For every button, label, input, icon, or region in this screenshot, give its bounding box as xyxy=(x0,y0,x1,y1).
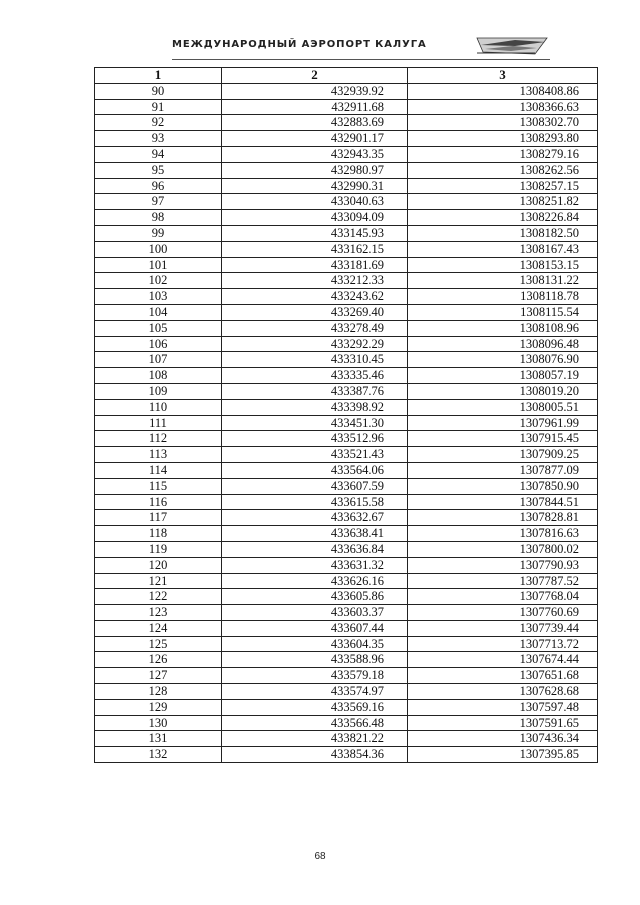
coordinate-x-cell: 433569.16 xyxy=(222,699,408,715)
table-row xyxy=(95,352,598,368)
table-row xyxy=(95,99,598,115)
coordinate-y-cell: 1307961.99 xyxy=(408,415,598,431)
table-row xyxy=(95,320,598,336)
coordinate-y-cell: 1308076.90 xyxy=(408,352,598,368)
point-number-cell: 90 xyxy=(95,83,222,99)
coordinate-x-cell: 433626.16 xyxy=(222,573,408,589)
point-number-cell: 125 xyxy=(95,636,222,652)
table-row xyxy=(95,747,598,763)
point-number-cell: 102 xyxy=(95,273,222,289)
coordinate-x-cell: 433387.76 xyxy=(222,383,408,399)
coordinate-x-cell: 432943.35 xyxy=(222,146,408,162)
coordinate-y-cell: 1307674.44 xyxy=(408,652,598,668)
coordinate-y-cell: 1308262.56 xyxy=(408,162,598,178)
table-row xyxy=(95,83,598,99)
coordinate-y-cell: 1307713.72 xyxy=(408,636,598,652)
coordinate-x-cell: 432901.17 xyxy=(222,131,408,147)
coordinate-x-cell: 433335.46 xyxy=(222,368,408,384)
table-row xyxy=(95,731,598,747)
coordinate-y-cell: 1307790.93 xyxy=(408,557,598,573)
coordinate-y-cell: 1308226.84 xyxy=(408,210,598,226)
coordinate-x-cell: 433398.92 xyxy=(222,399,408,415)
point-number-cell: 93 xyxy=(95,131,222,147)
point-number-cell: 112 xyxy=(95,431,222,447)
coordinate-y-cell: 1308302.70 xyxy=(408,115,598,131)
coordinate-y-cell: 1307395.85 xyxy=(408,747,598,763)
coordinate-x-cell: 433243.62 xyxy=(222,289,408,305)
coordinate-y-cell: 1307828.81 xyxy=(408,510,598,526)
coordinate-y-cell: 1307850.90 xyxy=(408,478,598,494)
column-header-2: 2 xyxy=(222,68,408,84)
table-header-row xyxy=(95,68,598,84)
coordinate-y-cell: 1308257.15 xyxy=(408,178,598,194)
point-number-cell: 118 xyxy=(95,526,222,542)
table-row xyxy=(95,510,598,526)
table-row xyxy=(95,225,598,241)
table-row xyxy=(95,478,598,494)
coordinate-x-cell: 433605.86 xyxy=(222,589,408,605)
coordinate-x-cell: 433638.41 xyxy=(222,526,408,542)
table-row xyxy=(95,257,598,273)
column-header-1: 1 xyxy=(95,68,222,84)
point-number-cell: 105 xyxy=(95,320,222,336)
coordinate-y-cell: 1307909.25 xyxy=(408,447,598,463)
point-number-cell: 124 xyxy=(95,620,222,636)
coordinate-y-cell: 1307915.45 xyxy=(408,431,598,447)
table-row xyxy=(95,431,598,447)
point-number-cell: 120 xyxy=(95,557,222,573)
point-number-cell: 131 xyxy=(95,731,222,747)
table-row xyxy=(95,526,598,542)
table-row xyxy=(95,383,598,399)
point-number-cell: 130 xyxy=(95,715,222,731)
point-number-cell: 128 xyxy=(95,684,222,700)
coordinate-x-cell: 433269.40 xyxy=(222,304,408,320)
table-row xyxy=(95,589,598,605)
point-number-cell: 117 xyxy=(95,510,222,526)
coordinate-y-cell: 1307844.51 xyxy=(408,494,598,510)
coordinate-y-cell: 1308167.43 xyxy=(408,241,598,257)
coordinate-y-cell: 1307760.69 xyxy=(408,605,598,621)
table-row xyxy=(95,399,598,415)
coordinate-y-cell: 1308005.51 xyxy=(408,399,598,415)
table-row xyxy=(95,304,598,320)
point-number-cell: 121 xyxy=(95,573,222,589)
table-row xyxy=(95,368,598,384)
point-number-cell: 101 xyxy=(95,257,222,273)
coordinate-x-cell: 433603.37 xyxy=(222,605,408,621)
header-title: МЕЖДУНАРОДНЫЙ АЭРОПОРТ КАЛУГА xyxy=(172,39,427,50)
coordinate-x-cell: 432990.31 xyxy=(222,178,408,194)
table-row xyxy=(95,146,598,162)
header-rule xyxy=(172,59,550,60)
kaluga-airport-logo-icon xyxy=(475,36,549,56)
coordinate-y-cell: 1308293.80 xyxy=(408,131,598,147)
coordinate-y-cell: 1307800.02 xyxy=(408,541,598,557)
coordinate-y-cell: 1308182.50 xyxy=(408,225,598,241)
point-number-cell: 127 xyxy=(95,668,222,684)
page-header xyxy=(172,36,552,58)
table-row xyxy=(95,541,598,557)
coordinate-x-cell: 433607.44 xyxy=(222,620,408,636)
table-row xyxy=(95,668,598,684)
page-number: 68 xyxy=(314,851,326,862)
coordinate-x-cell: 433636.84 xyxy=(222,541,408,557)
coordinate-x-cell: 433615.58 xyxy=(222,494,408,510)
coordinate-x-cell: 432883.69 xyxy=(222,115,408,131)
coordinate-y-cell: 1308366.63 xyxy=(408,99,598,115)
point-number-cell: 115 xyxy=(95,478,222,494)
coordinate-y-cell: 1307787.52 xyxy=(408,573,598,589)
coordinate-x-cell: 433854.36 xyxy=(222,747,408,763)
column-header-3: 3 xyxy=(408,68,598,84)
point-number-cell: 132 xyxy=(95,747,222,763)
table-row xyxy=(95,194,598,210)
coordinate-x-cell: 433521.43 xyxy=(222,447,408,463)
coordinate-x-cell: 433310.45 xyxy=(222,352,408,368)
point-number-cell: 113 xyxy=(95,447,222,463)
point-number-cell: 104 xyxy=(95,304,222,320)
coordinate-x-cell: 433145.93 xyxy=(222,225,408,241)
point-number-cell: 129 xyxy=(95,699,222,715)
coordinate-x-cell: 433579.18 xyxy=(222,668,408,684)
point-number-cell: 92 xyxy=(95,115,222,131)
coordinate-x-cell: 433607.59 xyxy=(222,478,408,494)
coordinate-y-cell: 1308279.16 xyxy=(408,146,598,162)
coordinate-x-cell: 432980.97 xyxy=(222,162,408,178)
point-number-cell: 94 xyxy=(95,146,222,162)
table-row xyxy=(95,652,598,668)
coordinate-x-cell: 433512.96 xyxy=(222,431,408,447)
coordinates-table xyxy=(94,67,598,763)
point-number-cell: 126 xyxy=(95,652,222,668)
point-number-cell: 119 xyxy=(95,541,222,557)
table-row xyxy=(95,162,598,178)
coordinate-y-cell: 1308096.48 xyxy=(408,336,598,352)
point-number-cell: 100 xyxy=(95,241,222,257)
coordinate-x-cell: 433564.06 xyxy=(222,462,408,478)
point-number-cell: 96 xyxy=(95,178,222,194)
coordinate-y-cell: 1308251.82 xyxy=(408,194,598,210)
point-number-cell: 95 xyxy=(95,162,222,178)
point-number-cell: 108 xyxy=(95,368,222,384)
table-row xyxy=(95,462,598,478)
coordinate-y-cell: 1307739.44 xyxy=(408,620,598,636)
coordinate-y-cell: 1307816.63 xyxy=(408,526,598,542)
point-number-cell: 114 xyxy=(95,462,222,478)
coordinate-y-cell: 1307628.68 xyxy=(408,684,598,700)
point-number-cell: 107 xyxy=(95,352,222,368)
table-row xyxy=(95,273,598,289)
coordinate-x-cell: 433631.32 xyxy=(222,557,408,573)
coordinate-y-cell: 1307651.68 xyxy=(408,668,598,684)
coordinate-y-cell: 1307768.04 xyxy=(408,589,598,605)
coordinate-y-cell: 1308108.96 xyxy=(408,320,598,336)
coordinate-x-cell: 433451.30 xyxy=(222,415,408,431)
coordinate-x-cell: 432939.92 xyxy=(222,83,408,99)
coordinate-x-cell: 433566.48 xyxy=(222,715,408,731)
table-row xyxy=(95,241,598,257)
table-row xyxy=(95,557,598,573)
coordinate-x-cell: 433632.67 xyxy=(222,510,408,526)
table-row xyxy=(95,573,598,589)
point-number-cell: 103 xyxy=(95,289,222,305)
coordinate-y-cell: 1308131.22 xyxy=(408,273,598,289)
table-row xyxy=(95,684,598,700)
table-row xyxy=(95,210,598,226)
coordinate-x-cell: 433094.09 xyxy=(222,210,408,226)
table-row xyxy=(95,605,598,621)
point-number-cell: 122 xyxy=(95,589,222,605)
table-row xyxy=(95,415,598,431)
point-number-cell: 97 xyxy=(95,194,222,210)
coordinate-x-cell: 433821.22 xyxy=(222,731,408,747)
table-row xyxy=(95,636,598,652)
coordinate-x-cell: 433181.69 xyxy=(222,257,408,273)
table-row xyxy=(95,178,598,194)
coordinate-x-cell: 433212.33 xyxy=(222,273,408,289)
coordinate-y-cell: 1308057.19 xyxy=(408,368,598,384)
table-row xyxy=(95,447,598,463)
table-row xyxy=(95,699,598,715)
table-row xyxy=(95,131,598,147)
table-row xyxy=(95,715,598,731)
coordinate-y-cell: 1308019.20 xyxy=(408,383,598,399)
coordinate-y-cell: 1307436.34 xyxy=(408,731,598,747)
point-number-cell: 109 xyxy=(95,383,222,399)
coordinate-x-cell: 433162.15 xyxy=(222,241,408,257)
coordinate-x-cell: 432911.68 xyxy=(222,99,408,115)
table-row xyxy=(95,494,598,510)
coordinate-y-cell: 1308153.15 xyxy=(408,257,598,273)
coordinate-x-cell: 433292.29 xyxy=(222,336,408,352)
coordinate-x-cell: 433588.96 xyxy=(222,652,408,668)
point-number-cell: 123 xyxy=(95,605,222,621)
point-number-cell: 116 xyxy=(95,494,222,510)
table-row xyxy=(95,336,598,352)
table-row xyxy=(95,289,598,305)
coordinate-y-cell: 1308115.54 xyxy=(408,304,598,320)
coordinate-y-cell: 1307591.65 xyxy=(408,715,598,731)
point-number-cell: 98 xyxy=(95,210,222,226)
coordinate-y-cell: 1307877.09 xyxy=(408,462,598,478)
point-number-cell: 99 xyxy=(95,225,222,241)
point-number-cell: 91 xyxy=(95,99,222,115)
coordinate-y-cell: 1307597.48 xyxy=(408,699,598,715)
point-number-cell: 106 xyxy=(95,336,222,352)
coordinate-x-cell: 433278.49 xyxy=(222,320,408,336)
point-number-cell: 111 xyxy=(95,415,222,431)
coordinate-x-cell: 433604.35 xyxy=(222,636,408,652)
point-number-cell: 110 xyxy=(95,399,222,415)
coordinate-y-cell: 1308118.78 xyxy=(408,289,598,305)
table-row xyxy=(95,620,598,636)
table-body xyxy=(95,83,598,762)
coordinate-x-cell: 433574.97 xyxy=(222,684,408,700)
coordinate-x-cell: 433040.63 xyxy=(222,194,408,210)
table-row xyxy=(95,115,598,131)
coordinate-y-cell: 1308408.86 xyxy=(408,83,598,99)
